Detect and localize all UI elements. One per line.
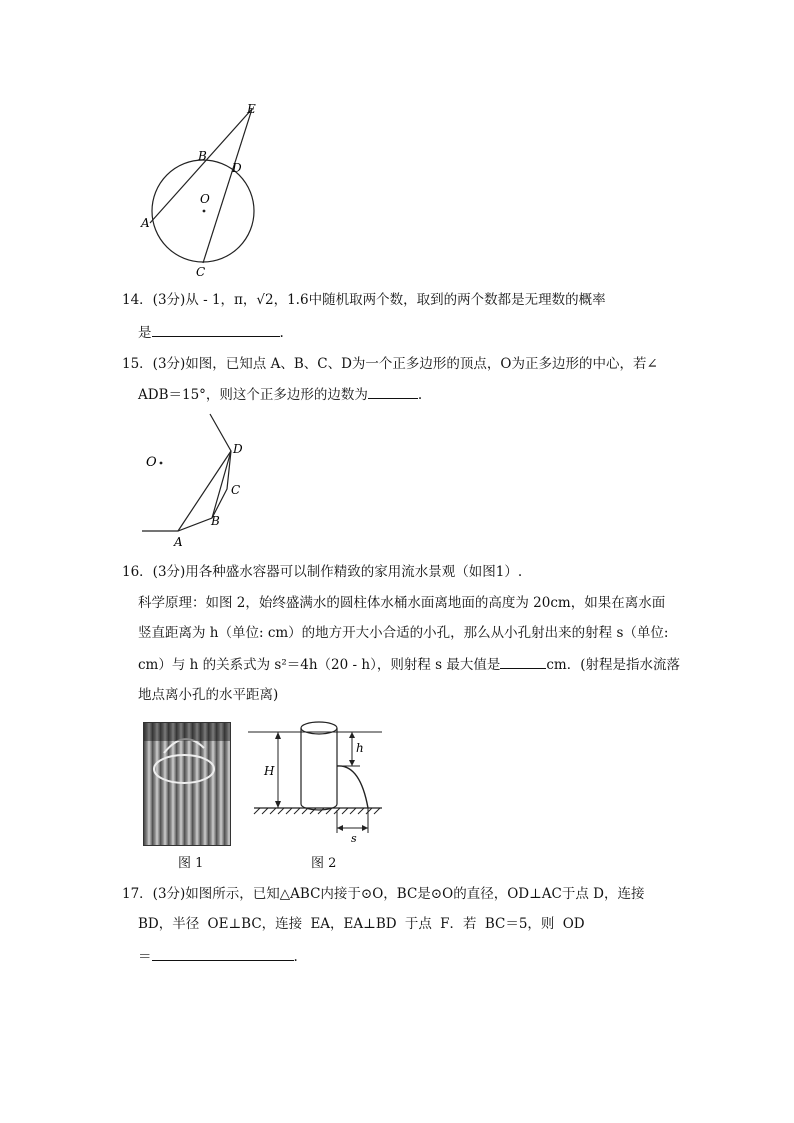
q16-line3: 竖直距离为 h（单位: cm）的地方开大小合适的小孔，那么从小孔射出来的射程 s（单位: (138, 625, 669, 641)
q14-answer-blank[interactable] (152, 322, 280, 337)
q15-line2 (138, 384, 422, 405)
q15-line1: 15．(3分)如图，已知点 A、B、C、D为一个正多边形的顶点，O为正多边形的中心，若∠ (122, 356, 658, 372)
label-O: O (200, 192, 210, 206)
q14-text-b: . (279, 325, 284, 341)
q16-text-b: cm．(射程是指水流落 (546, 657, 680, 673)
q14-line1: 14．(3分)从 - 1，π，√2，1.6中随机取两个数，取到的两个数都是无理数的概率 (122, 292, 606, 308)
q16-line2: 科学原理：如图 2，始终盛满水的圆柱体水桶水面离地面的高度为 20cm，如果在离水面 (138, 595, 666, 611)
label-D: D (232, 161, 242, 175)
q17-answer-blank[interactable] (152, 946, 294, 961)
q17-line2: BD，半径 OE⊥BC，连接 EA，EA⊥BD 于点 F．若 BC＝5，则 OD (138, 916, 585, 932)
label-A: A (141, 216, 150, 230)
q14-text-a: 是 (138, 325, 152, 341)
label-C: C (231, 483, 241, 497)
q15-text-a: ADB＝15°，则这个正多边形的边数为 (138, 387, 368, 403)
figure1-caption: 图 1 (178, 856, 204, 871)
figure2-caption: 图 2 (311, 856, 337, 871)
q17-text-b: . (293, 949, 298, 965)
label-s: s (351, 832, 357, 845)
cylinder-diagram (248, 718, 388, 848)
q16-line5: 地点离小孔的水平距离) (138, 687, 279, 703)
q16-text-a: cm）与 h 的关系式为 s²＝4h（20 - h），则射程 s 最大值是 (138, 657, 501, 673)
q17-line1: 17．(3分)如图所示，已知△ABC内接于⊙O，BC是⊙O的直径，OD⊥AC于点 D，连接 (122, 886, 645, 902)
label-h: h (356, 741, 364, 755)
label-C: C (196, 265, 206, 279)
q16-line1: 16．(3分)用各种盛水容器可以制作精致的家用流水景观（如图1）. (122, 564, 523, 580)
q16-answer-blank[interactable] (500, 654, 546, 669)
q15-answer-blank[interactable] (368, 384, 418, 399)
q17-line3 (138, 946, 298, 967)
polygon-figure (138, 408, 268, 553)
label-D: D (233, 442, 243, 456)
circle-secant-figure (130, 95, 280, 285)
label-A: A (174, 535, 183, 549)
q14-line2 (138, 322, 284, 343)
fountain-photo (143, 722, 231, 846)
label-E: E (247, 102, 256, 116)
q16-line4 (138, 654, 680, 675)
label-B: B (211, 514, 220, 528)
q15-text-b: . (417, 387, 423, 403)
label-O: O (146, 455, 157, 470)
q17-text-a: ＝ (138, 949, 152, 965)
label-H: H (264, 764, 275, 778)
label-B: B (198, 149, 207, 163)
